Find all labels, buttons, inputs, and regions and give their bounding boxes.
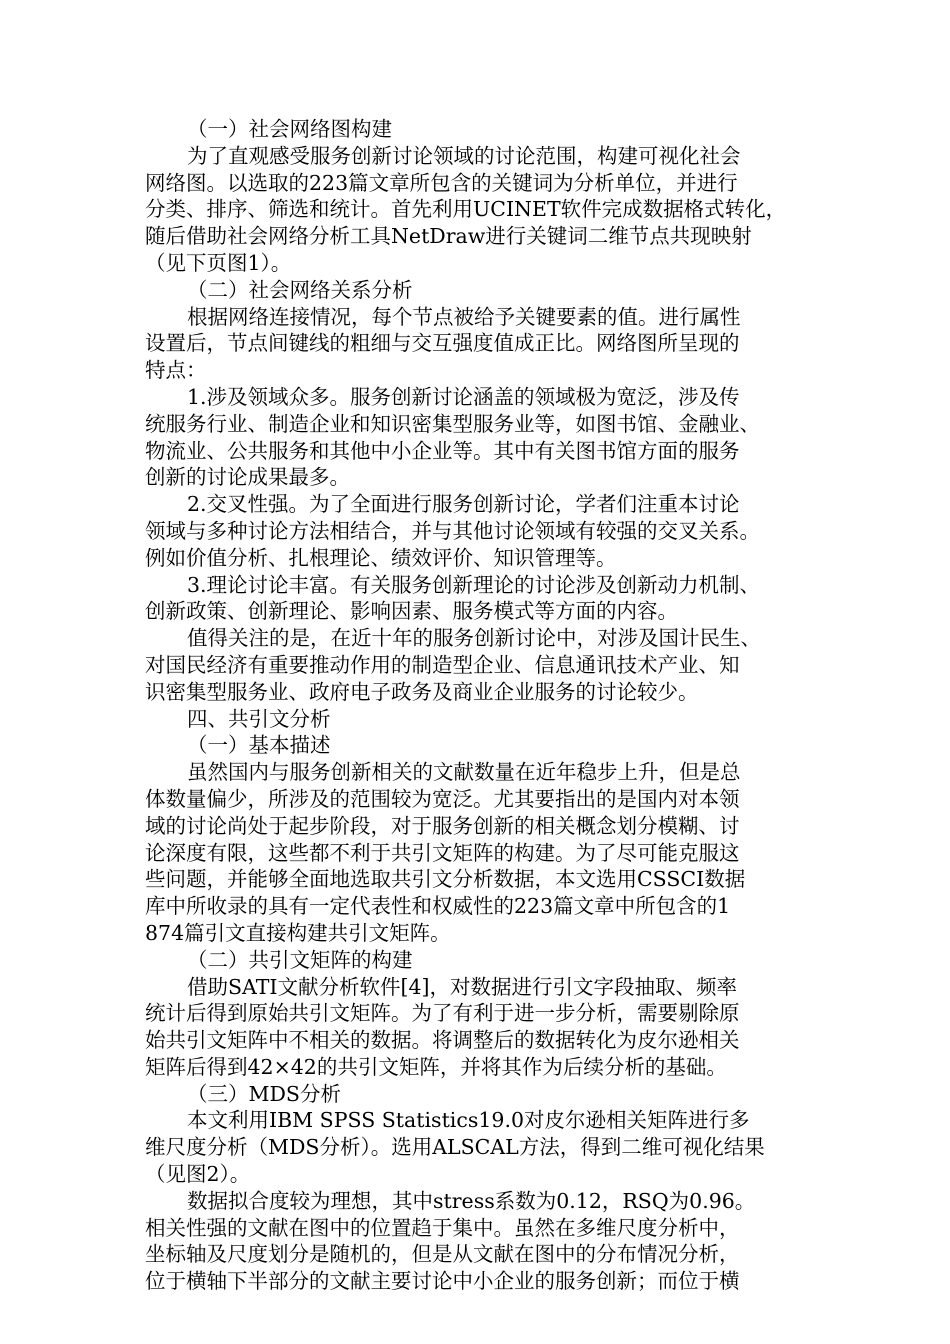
- paragraph-line: 些问题，并能够全面地选取共引文分析数据，本文选用CSSCI数据: [145, 867, 746, 892]
- paragraph-line: 创新政策、创新理论、影响因素、服务模式等方面的内容。: [145, 599, 678, 624]
- section-heading: （二）社会网络关系分析: [187, 277, 413, 302]
- paragraph-line: （见下页图1）。: [145, 250, 292, 275]
- paragraph-line: 统服务行业、制造企业和知识密集型服务业等，如图书馆、金融业、: [145, 411, 760, 436]
- paragraph-line: 域的讨论尚处于起步阶段，对于服务创新的相关概念划分模糊、讨: [145, 813, 740, 838]
- paragraph-line: 虽然国内与服务创新相关的文献数量在近年稳步上升，但是总: [187, 760, 741, 785]
- paragraph-line: 借助SATI文献分析软件[4]，对数据进行引文字段抽取、频率: [187, 974, 738, 999]
- paragraph-line: 本文利用IBM SPSS Statistics19.0对皮尔逊相关矩阵进行多: [187, 1108, 750, 1133]
- paragraph-line: 位于横轴下半部分的文献主要讨论中小企业的服务创新；而位于横: [145, 1269, 740, 1294]
- paragraph-line: 相关性强的文献在图中的位置趋于集中。虽然在多维尺度分析中，: [145, 1215, 740, 1240]
- paragraph-line: 维尺度分析（MDS分析）。选用ALSCAL方法，得到二维可视化结果: [145, 1135, 765, 1160]
- section-heading: （一）基本描述: [187, 733, 331, 758]
- paragraph-line: 网络图。以选取的223篇文章所包含的关键词为分析单位，并进行: [145, 170, 738, 195]
- paragraph-line: 统计后得到原始共引文矩阵。为了有利于进一步分析，需要剔除原: [145, 1001, 740, 1026]
- paragraph-line: 为了直观感受服务创新讨论领域的讨论范围，构建可视化社会: [187, 143, 741, 168]
- paragraph-line: 物流业、公共服务和其他中小企业等。其中有关图书馆方面的服务: [145, 438, 740, 463]
- paragraph-line: 库中所收录的具有一定代表性和权威性的223篇文章中所包含的1: [145, 894, 731, 919]
- paragraph-line: （见图2）。: [145, 1162, 251, 1187]
- section-heading: （三）MDS分析: [187, 1081, 341, 1106]
- paragraph-line: 论深度有限，这些都不利于共引文矩阵的构建。为了尽可能克服这: [145, 840, 740, 865]
- paragraph-line: 数据拟合度较为理想，其中stress系数为0.12，RSQ为0.96。: [187, 1188, 756, 1213]
- section-heading: 四、共引文分析: [187, 706, 331, 731]
- section-heading: （一）社会网络图构建: [187, 117, 392, 141]
- paragraph-line: 例如价值分析、扎根理论、绩效评价、知识管理等。: [145, 545, 617, 570]
- document-body: [145, 116, 805, 1295]
- paragraph-line: 分类、排序、筛选和统计。首先利用UCINET软件完成数据格式转化，: [145, 197, 787, 222]
- paragraph-line: 创新的讨论成果最多。: [145, 465, 350, 490]
- section-heading: （二）共引文矩阵的构建: [187, 947, 413, 972]
- paragraph-line: 1.涉及领域众多。服务创新讨论涵盖的领域极为宽泛，涉及传: [187, 384, 740, 409]
- paragraph-line: 始共引文矩阵中不相关的数据。将调整后的数据转化为皮尔逊相关: [145, 1028, 740, 1053]
- paragraph-line: 设置后，节点间键线的粗细与交互强度值成正比。网络图所呈现的: [145, 331, 740, 356]
- paragraph-line: 矩阵后得到42×42的共引文矩阵，并将其作为后续分析的基础。: [145, 1054, 727, 1079]
- paragraph-line: 识密集型服务业、政府电子政务及商业企业服务的讨论较少。: [145, 679, 699, 704]
- paragraph-line: 特点：: [145, 358, 207, 383]
- paragraph-line: 领域与多种讨论方法相结合，并与其他讨论领域有较强的交叉关系。: [145, 518, 760, 543]
- paragraph-line: 根据网络连接情况，每个节点被给予关键要素的值。进行属性: [187, 304, 741, 329]
- paragraph-line: 874篇引文直接构建共引文矩阵。: [145, 920, 451, 945]
- paragraph-line: 坐标轴及尺度划分是随机的，但是从文献在图中的分布情况分析，: [145, 1242, 740, 1267]
- paragraph-line: 2.交叉性强。为了全面进行服务创新讨论，学者们注重本讨论: [187, 492, 740, 517]
- paragraph-line: 值得关注的是，在近十年的服务创新讨论中，对涉及国计民生、: [187, 626, 761, 651]
- paragraph-line: 3.理论讨论丰富。有关服务创新理论的讨论涉及创新动力机制、: [187, 572, 761, 597]
- paragraph-line: 随后借助社会网络分析工具NetDraw进行关键词二维节点共现映射: [145, 224, 752, 249]
- paragraph-line: 体数量偏少，所涉及的范围较为宽泛。尤其要指出的是国内对本领: [145, 786, 740, 811]
- paragraph-line: 对国民经济有重要推动作用的制造型企业、信息通讯技术产业、知: [145, 652, 740, 677]
